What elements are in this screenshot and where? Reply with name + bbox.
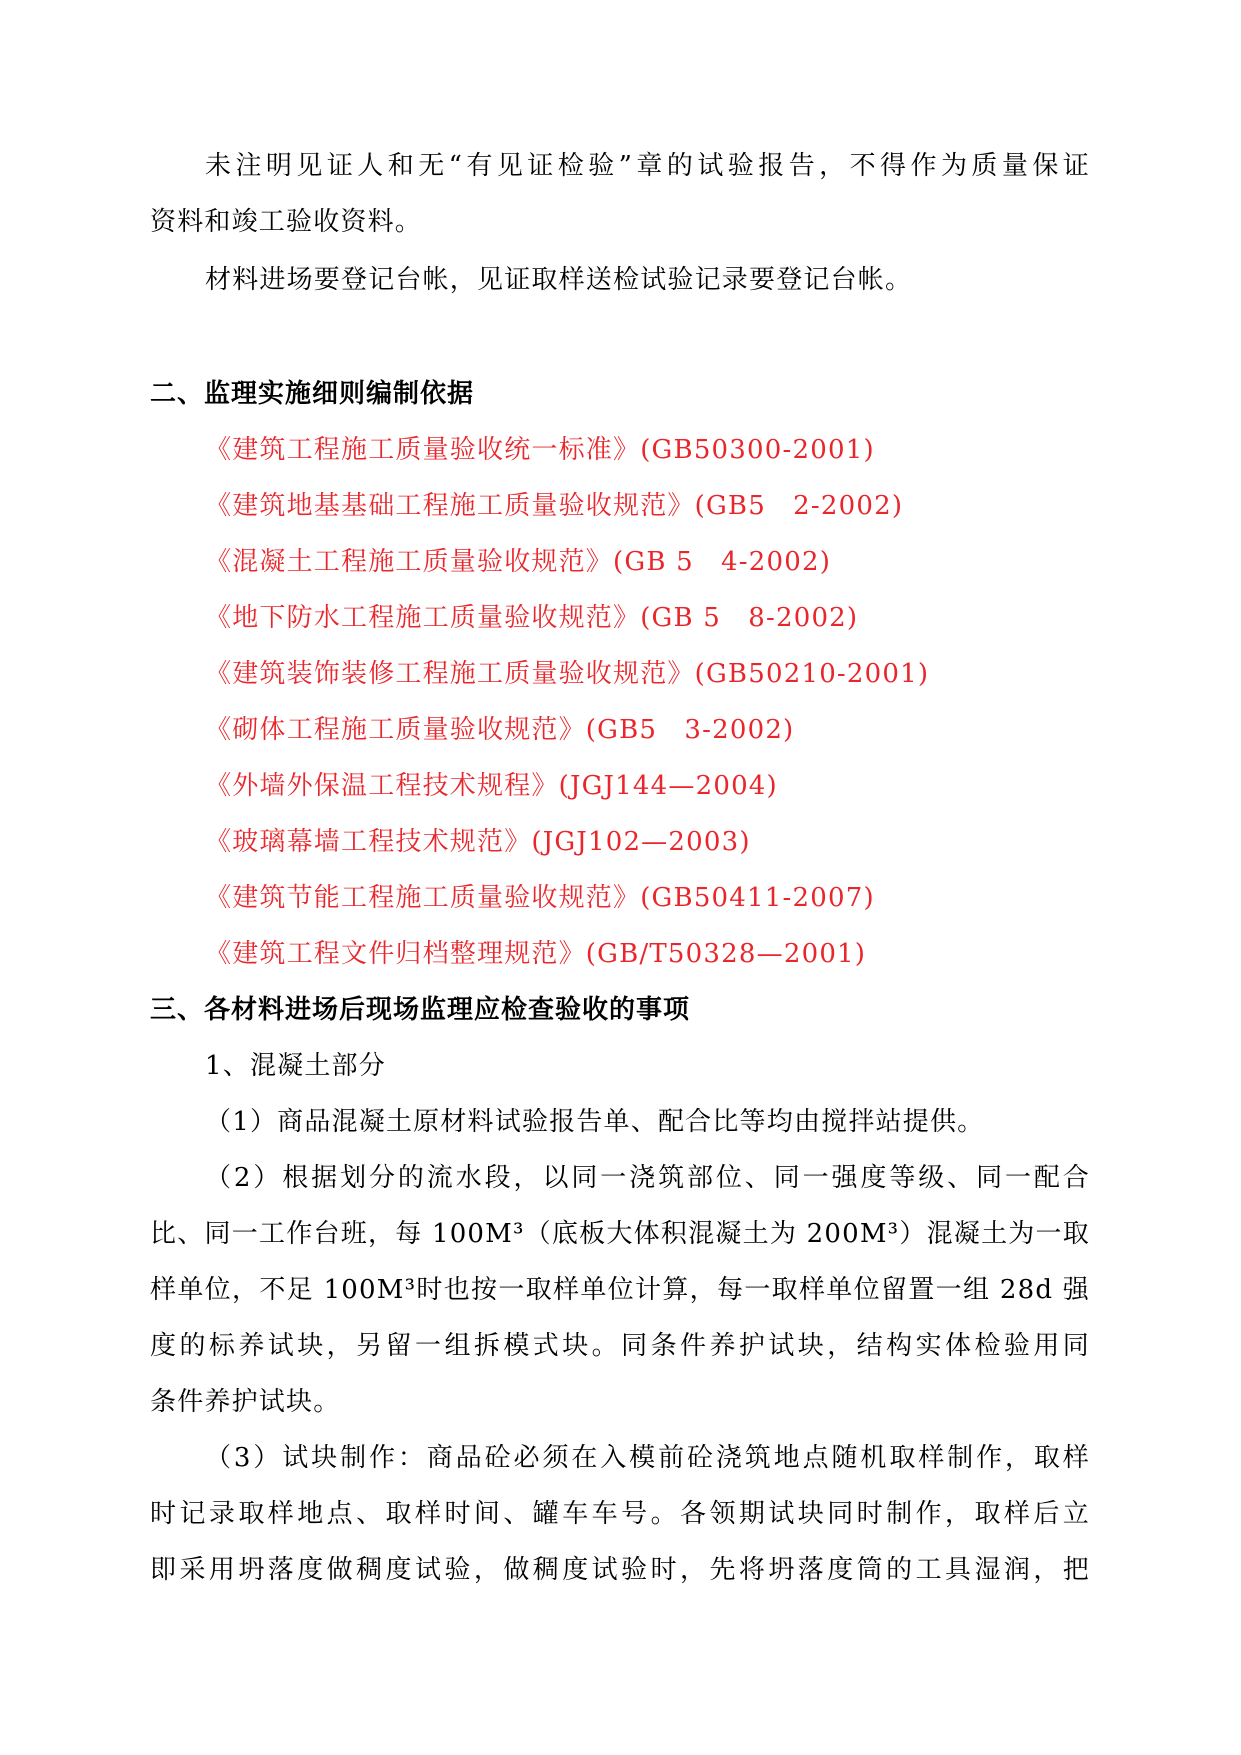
section-3-heading: 三、各材料进场后现场监理应检查验收的事项: [150, 995, 691, 1025]
reference-item: 《建筑装饰装修工程施工质量验收规范》(GB50210-2001): [205, 659, 930, 689]
concrete-item-2-line: 度的标养试块，另留一组拆模式块。同条件养护试块，结构实体检验用同: [150, 1331, 1090, 1361]
concrete-item-3-line: （3）试块制作：商品砼必须在入模前砼浇筑地点随机取样制作，取样: [205, 1443, 1090, 1473]
concrete-item-2-line: 条件养护试块。: [150, 1387, 341, 1417]
reference-item: 《混凝土工程施工质量验收规范》(GB 5 4-2002): [205, 547, 832, 577]
concrete-item-1: （1）商品混凝土原材料试验报告单、配合比等均由搅拌站提供。: [205, 1107, 985, 1137]
reference-item: 《砌体工程施工质量验收规范》(GB5 3-2002): [205, 715, 795, 745]
reference-item: 《建筑工程文件归档整理规范》(GB/T50328—2001): [205, 939, 867, 969]
section-2-heading: 二、监理实施细则编制依据: [150, 379, 475, 409]
reference-item: 《玻璃幕墙工程技术规范》(JGJ102—2003): [205, 827, 751, 857]
intro-paragraph-2: 材料进场要登记台帐，见证取样送检试验记录要登记台帐。: [205, 265, 913, 295]
concrete-item-2-line: 比、同一工作台班，每 100M³（底板大体积混凝土为 200M³）混凝土为一取: [150, 1219, 1090, 1249]
reference-item: 《外墙外保温工程技术规程》(JGJ144—2004): [205, 771, 778, 801]
reference-item: 《建筑地基基础工程施工质量验收规范》(GB5 2-2002): [205, 491, 904, 521]
concrete-item-3-line: 即采用坍落度做稠度试验，做稠度试验时，先将坍落度筒的工具湿润，把: [150, 1555, 1090, 1585]
intro-paragraph-1-line-2: 资料和竣工验收资料。: [150, 207, 423, 237]
reference-item: 《地下防水工程施工质量验收规范》(GB 5 8-2002): [205, 603, 859, 633]
concrete-item-2-line: 样单位，不足 100M³时也按一取样单位计算，每一取样单位留置一组 28d 强: [150, 1275, 1090, 1305]
intro-paragraph-1-line-1: 未注明见证人和无“有见证检验”章的试验报告，不得作为质量保证: [205, 151, 1090, 181]
reference-item: 《建筑工程施工质量验收统一标准》(GB50300-2001): [205, 435, 875, 465]
subsection-concrete-title: 1、混凝土部分: [205, 1051, 386, 1081]
concrete-item-2-line: （2）根据划分的流水段，以同一浇筑部位、同一强度等级、同一配合: [205, 1163, 1090, 1193]
reference-item: 《建筑节能工程施工质量验收规范》(GB50411-2007): [205, 883, 875, 913]
concrete-item-3-line: 时记录取样地点、取样时间、罐车车号。各领期试块同时制作，取样后立: [150, 1499, 1090, 1529]
